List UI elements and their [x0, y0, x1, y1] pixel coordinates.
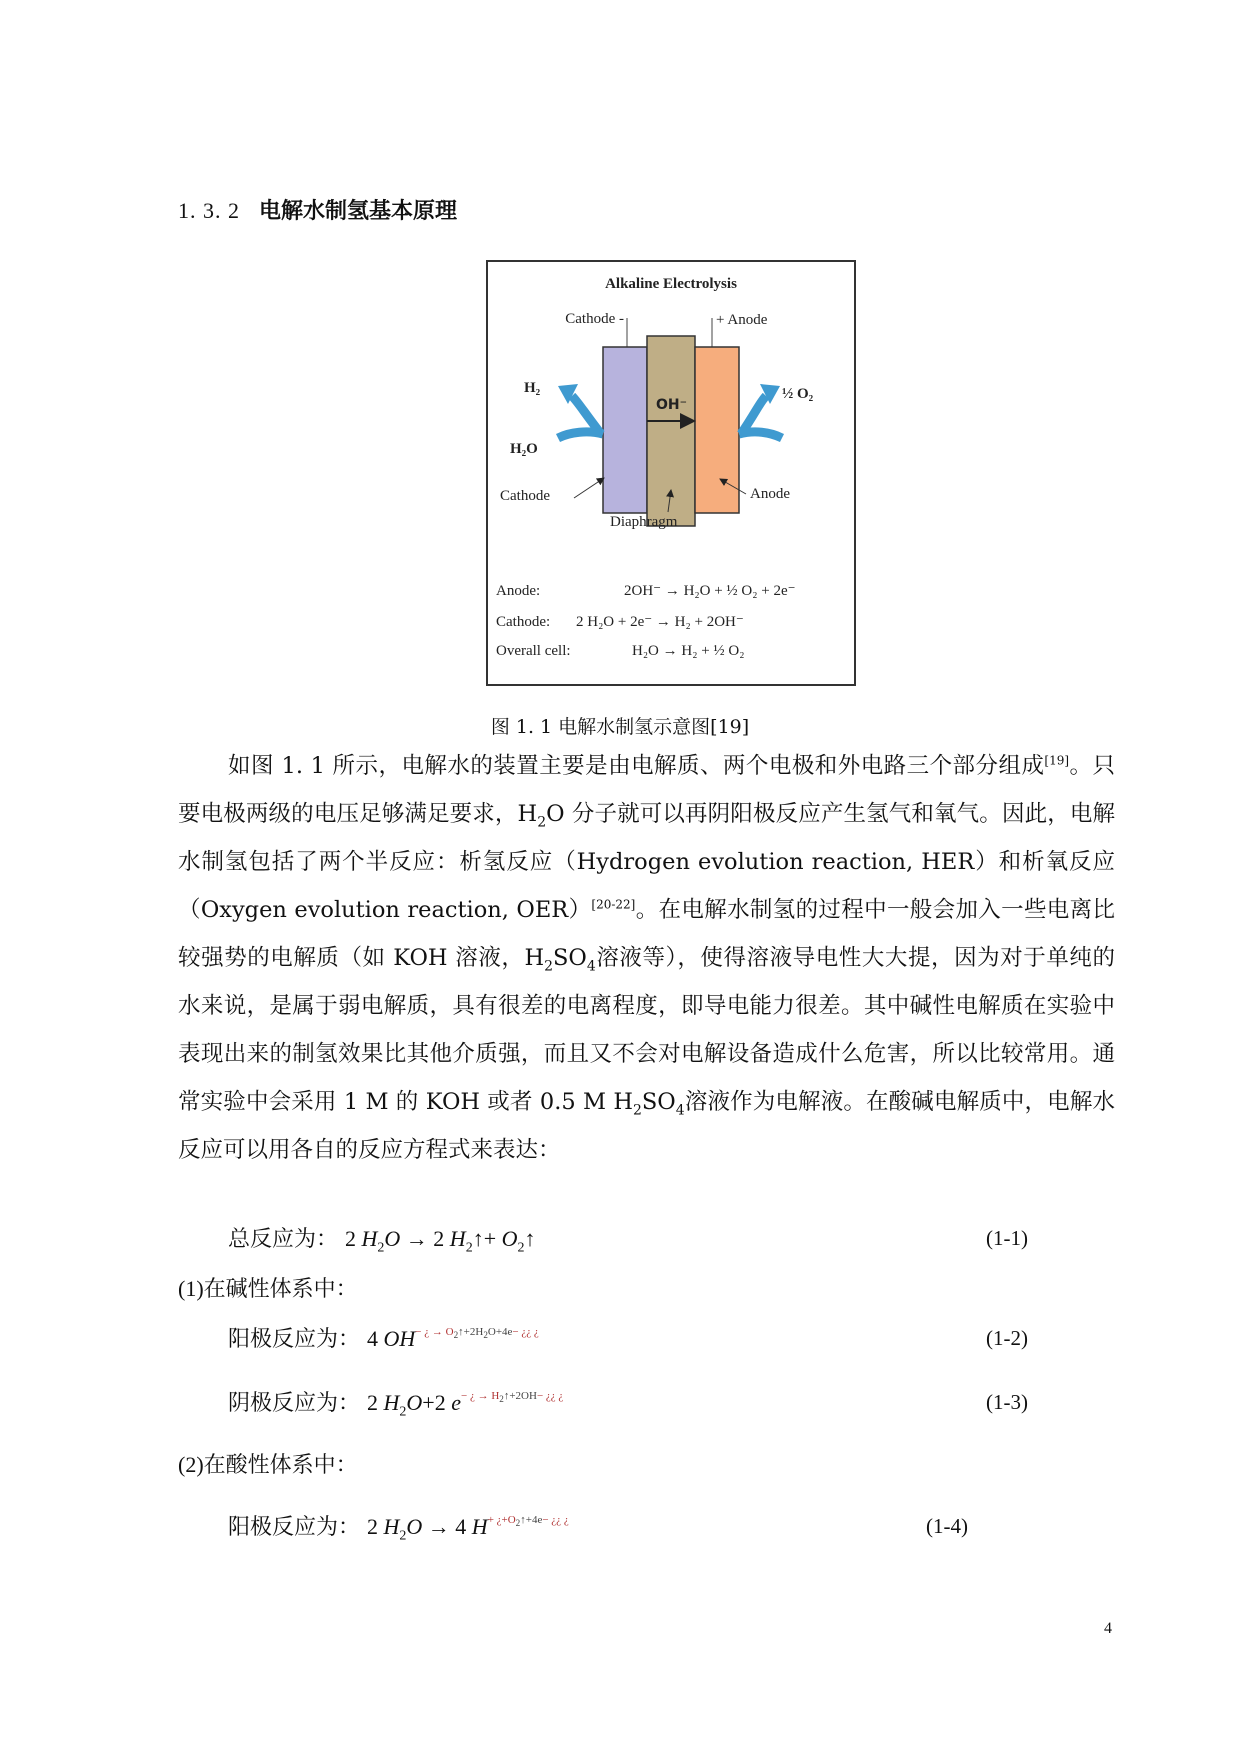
equation-1-1: [228, 1222, 536, 1256]
reaction-cathode-name: Cathode:: [496, 614, 551, 630]
subsection-text: 在酸性体系中：: [203, 1453, 358, 1478]
anode-reaction-label: 阳极反应为：: [228, 1327, 361, 1352]
equation-1-4-math: 2 $H_2O \to 4$ H: [367, 1514, 488, 1544]
garble-d: ¿: [558, 1390, 564, 1402]
para-text-5b: SO: [641, 1089, 676, 1115]
reaction-overall-name: Overall cell:: [496, 643, 571, 659]
garble-c: − ¿¿: [542, 1514, 562, 1526]
garble-a: − ¿ → O: [415, 1326, 454, 1338]
subsection-alkaline: [178, 1272, 358, 1303]
para-text-2: 。只要电极两级的电压足够满足要求，H: [178, 753, 1115, 827]
figure-cathode-label: Cathode: [500, 488, 550, 504]
figure-cathode-top-label: Cathode -: [565, 311, 624, 327]
h2o-inflow-arrow: [558, 432, 603, 438]
para-text-1: 如图 1. 1 所示，电解水的装置主要是由电解质、两个电极和外电路三个部分组成: [228, 753, 1045, 779]
reaction-cathode-equation: 2 H₂O + 2e⁻ → H₂ + 2OH⁻: [576, 614, 744, 630]
section-number: 1. 3. 2: [178, 198, 240, 223]
acidic-anode-reaction-label: 阳极反应为：: [228, 1515, 361, 1540]
garble-c: O+4e: [487, 1326, 513, 1338]
section-heading: [178, 194, 457, 225]
figure-h2o-label: H₂O: [510, 441, 538, 457]
garble-b: ↑+2H: [458, 1326, 484, 1338]
equation-number-1-3: (1-3): [986, 1390, 1028, 1414]
subscript: 4: [675, 1102, 685, 1119]
equation-number-1-1: (1-1): [986, 1226, 1028, 1250]
equation-number-1-2: (1-2): [986, 1326, 1028, 1350]
figure-anode-label: Anode: [750, 486, 790, 502]
equation-1-3: [228, 1386, 564, 1420]
para-text-3: O 分子就可以再阴阳极反应产生氢气和氧气。因此，电解水制氢包括了两个半反应：析氢反应（Hydrogen evolution reaction, HER）和析氧反应（Oxygen evolution reaction, OER）: [178, 801, 1115, 923]
equation-1-1-math: 2 $H_2O \to 2$ $H_2↑+$ $O_2↑$: [345, 1226, 536, 1256]
garble-b: ↑+2OH: [503, 1390, 537, 1402]
equation-1-3-garbled-tail: − ¿ → H2↑+2OH− ¿¿ ¿: [460, 1390, 564, 1405]
garble-b: ↑+4e: [520, 1514, 543, 1526]
subsection-acidic: [178, 1448, 358, 1479]
garble-d: − ¿¿: [512, 1326, 532, 1338]
para-text-4b: SO: [553, 945, 587, 971]
figure-diaphragm-label: Diaphragm: [610, 514, 678, 530]
page-number: 4: [1104, 1620, 1112, 1637]
section-title: 电解水制氢基本原理: [259, 199, 458, 224]
reaction-anode-name: Anode:: [496, 583, 541, 599]
subscript: 4: [586, 958, 596, 975]
citation-19: [19]: [1044, 753, 1070, 768]
citation-20-22: [20-22]: [591, 897, 636, 912]
subsection-number: (2): [178, 1452, 204, 1477]
total-reaction-label: 总反应为：: [228, 1227, 339, 1252]
figure-oh-label: OH⁻: [656, 397, 688, 413]
subsection-number: (1): [178, 1276, 204, 1301]
equation-number-1-4: (1-4): [926, 1514, 968, 1538]
figure-title: Alkaline Electrolysis: [605, 276, 737, 292]
equation-1-2-math: 4 OH: [367, 1326, 416, 1351]
para-text-5: 溶液等），使得溶液导电性大大提，因为对于单纯的水来说，是属于弱电解质，具有很差的电离程度，即导电能力很差。其中碱性电解质在实验中表现出来的制氢效果比其他介质强，而且又不会对电解设备造成什么危害，所以比较常用。通常实验中会采用 1 M 的 KOH 或者 0.5 M H: [178, 945, 1115, 1115]
subsection-text: 在碱性体系中：: [203, 1277, 358, 1302]
cathode-pointer: [574, 478, 604, 498]
cathode-reaction-label: 阴极反应为：: [228, 1391, 361, 1416]
equation-1-4-garbled-tail: + ¿+O2↑+4e− ¿¿ ¿: [487, 1514, 569, 1529]
equation-1-2: [228, 1322, 539, 1353]
garble-c: − ¿¿: [536, 1390, 556, 1402]
diaphragm-plate: [647, 336, 695, 526]
anode-plate: [695, 347, 739, 513]
equation-1-4: [228, 1510, 569, 1544]
figure-alkaline-electrolysis: [486, 260, 856, 686]
figure-half-o2-label: ½ O₂: [782, 386, 814, 402]
garble-e: ¿: [533, 1326, 539, 1338]
reaction-overall-equation: H₂O → H₂ + ½ O₂: [632, 643, 745, 659]
garble-d: ¿: [563, 1514, 569, 1526]
figure-anode-top-label: + Anode: [716, 312, 768, 328]
garble-a: − ¿ → H: [460, 1390, 500, 1402]
figure-h2-label: H₂: [524, 380, 541, 396]
para-text-4: 。在电解水制氢的过程中一般会加入一些电离比较强势的电解质（如 KOH 溶液，H: [178, 897, 1115, 971]
subscript: 2: [537, 814, 547, 831]
cathode-plate: [603, 347, 647, 513]
equation-1-2-garbled-tail: − ¿ → O2↑+2H2O+4e− ¿¿ ¿: [415, 1326, 539, 1341]
subscript: 2: [632, 1102, 642, 1119]
subscript: 2: [544, 958, 553, 975]
reaction-anode-equation: 2OH⁻ → H₂O + ½ O₂ + 2e⁻: [624, 583, 796, 599]
body-paragraph: [178, 742, 1115, 1174]
garble-a: + ¿+O: [487, 1514, 516, 1526]
anode-inflow-arrow: [739, 432, 782, 438]
figure-caption: 图 1. 1 电解水制氢示意图[19]: [490, 716, 750, 738]
equation-1-3-math: 2 $H_2O+2$ e: [367, 1390, 461, 1420]
para-text-6: 溶液作为电解液。在酸碱电解质中，电解水反应可以用各自的反应方程式来表达：: [178, 1089, 1115, 1163]
